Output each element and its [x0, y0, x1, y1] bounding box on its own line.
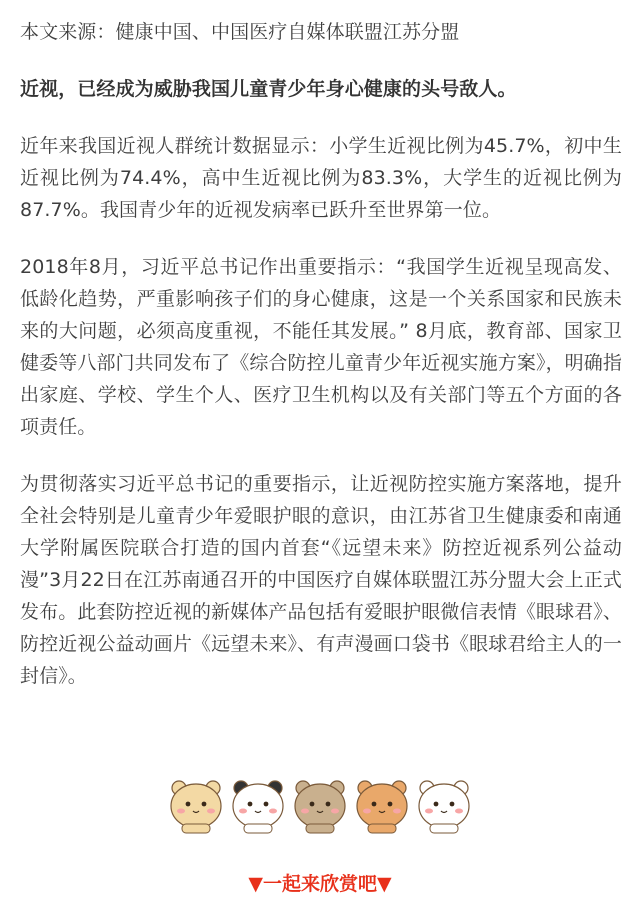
- article-body: [20, 16, 622, 717]
- source-line: 本文来源：健康中国、中国医疗自媒体联盟江苏分盟: [20, 21, 460, 43]
- bear-icon: [419, 781, 469, 833]
- bear-divider-image: [168, 774, 472, 834]
- paragraph-launch: 为贯彻落实习近平总书记的重要指示，让近视防控实施方案落地，提升全社会特别是儿童青少年爱眼护眼的意识，由江苏省卫生健康委和南通大学附属医院联合打造的国内首套“《远望未来》防控近视系列公益动漫”3月22日在江苏南通召开的中国医疗自媒体联盟江苏分盟大会上正式发布。此套防控近视的新媒体产品包括有爱眼护眼微信表情《眼球君》、防控近视公益动画片《远望未来》、有声漫画口袋书《眼球君给主人的一封信》。: [20, 473, 622, 687]
- bear-icon: [233, 781, 283, 833]
- bear-icon: [295, 781, 345, 833]
- bear-icon: [357, 781, 407, 833]
- bear-icon: [171, 781, 221, 833]
- enjoy-prompt: ▼一起来欣赏吧▼: [248, 873, 392, 895]
- paragraph-stats: 近年来我国近视人群统计数据显示：小学生近视比例为45.7%，初中生近视比例为74.4%，高中生近视比例为83.3%，大学生的近视比例为87.7%。我国青少年的近视发病率已跃升至世界第一位。: [20, 135, 622, 221]
- headline: 近视，已经成为威胁我国儿童青少年身心健康的头号敌人。: [20, 78, 517, 100]
- paragraph-directive: 2018年8月，习近平总书记作出重要指示：“我国学生近视呈现高发、低龄化趋势，严重影响孩子们的身心健康，这是一个关系国家和民族未来的大问题，必须高度重视，不能任其发展。” 8月底，教育部、国家卫健委等八部门共同发布了《综合防控儿童青少年近视实施方案》，明确指出家庭、学校、学生个人、医疗卫生机构以及有关部门等五个方面的各项责任。: [20, 256, 622, 438]
